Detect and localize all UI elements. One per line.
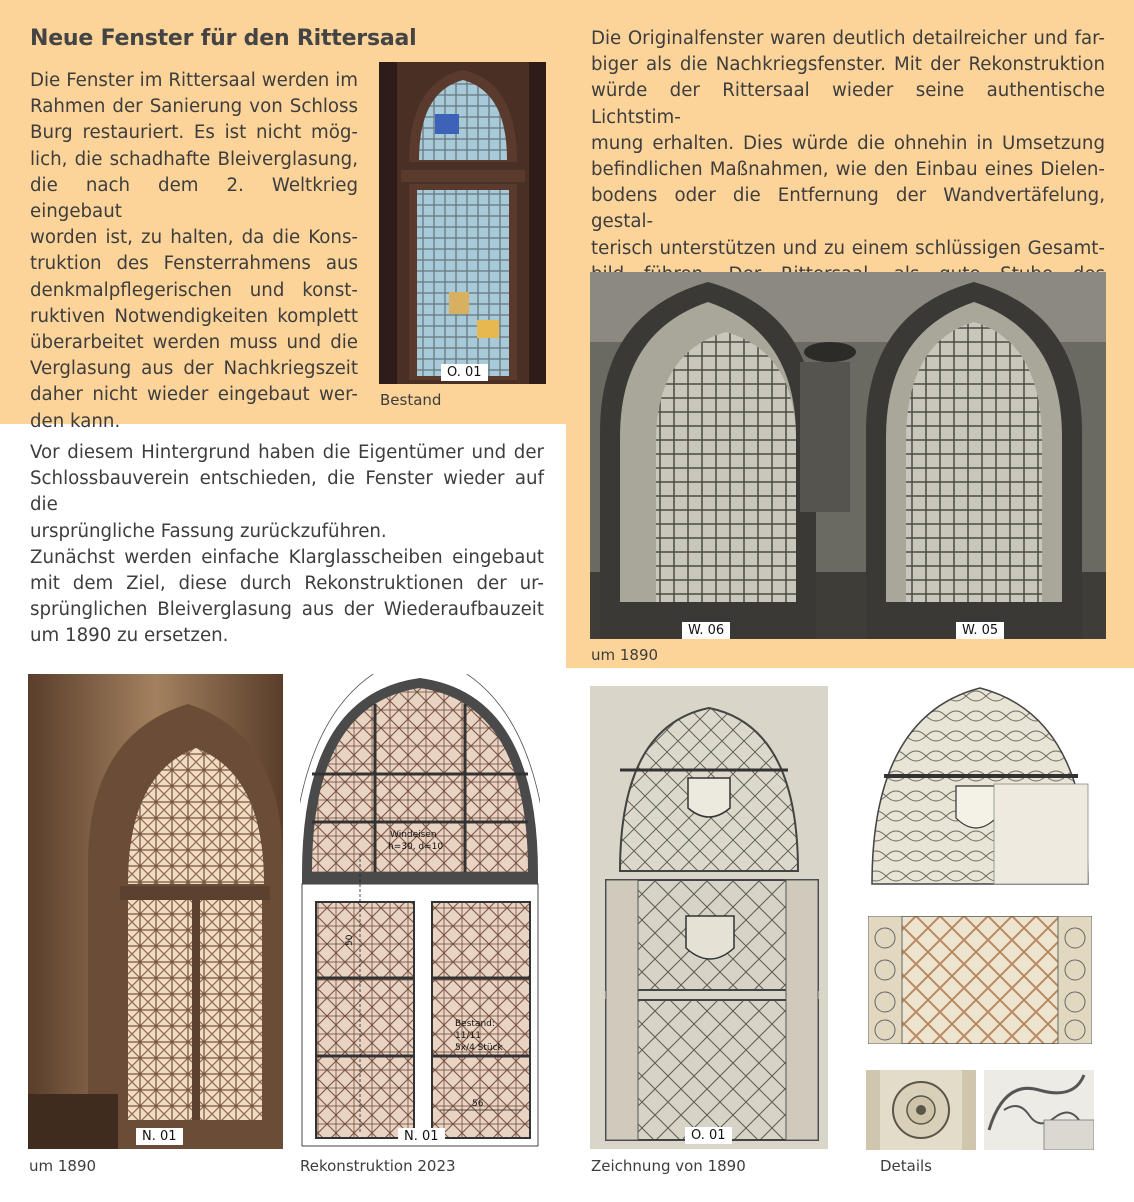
- n01-sepia-photo: [28, 674, 283, 1149]
- dim-50-label: 50: [345, 934, 355, 946]
- reconstruction-tag: N. 01: [398, 1128, 445, 1145]
- detail-rosette: [866, 1070, 976, 1150]
- n01-photo-tag: N. 01: [136, 1128, 183, 1145]
- coat-of-arms-icon: [435, 114, 459, 134]
- detail-arch: [866, 686, 1094, 888]
- note-windeisen-1: Windeisen: [390, 830, 437, 840]
- note-bestand-2: 11/11: [455, 1031, 481, 1041]
- n01-photo-caption: um 1890: [29, 1157, 97, 1175]
- right-text: Die Originalfenster waren deutlich detailreicher und far- biger als die Nachkriegsfenster. Mit der Rekonstruktion würde der Rittersaal wieder seine authentische Lichtstim- mung erhalten. Dies würde die ohnehin in Umsetzung befindlichen Maßnahmen, wie den Einbau eines Dielen- bodens oder die Entfernung der Wandvertäfelung, gestal- terisch unterstützen und zu einem schlüssigen Gesamt-: [591, 28, 1105, 259]
- details-caption: Details: [880, 1157, 933, 1175]
- drawing-1890: [590, 686, 828, 1149]
- drawing-tag: O. 01: [685, 1127, 732, 1144]
- dim-56-label: 56: [472, 1099, 484, 1109]
- intro-text: Die Fenster im Rittersaal werden im Rahmen der Sanierung von Schloss Burg restauriert. Es ist nicht mög- lich, die schadhafte Bleiverglasung, die nach dem 2. Weltkrieg eingebaut worden ist, zu halten, da die Kons- truktion des Fensterrahmens aus denkmalpflegerischen und konst- ruktiven Notwendigkeiten komplett überarbeitet werden muss und die Verglasung aus der Nachkriegszeit daher nicht wieder eingebaut wer- den kann.: [30, 70, 358, 432]
- drawing-caption: Zeichnung von 1890: [591, 1157, 746, 1175]
- historic-caption: um 1890: [591, 646, 659, 664]
- historic-windows-photo: [590, 272, 1106, 639]
- bestand-window-photo: [379, 62, 546, 384]
- reconstruction-drawing: [300, 674, 540, 1149]
- middle-text: Vor diesem Hintergrund haben die Eigentümer und der Schlossbauverein entschieden, die Fenster wieder auf die ursprüngliche Fassung zurückzuführen. Zunächst werden einfache Klarglasscheiben eingebaut mit dem Ziel, diese durch Rekonstruktionen der ur- sprünglichen Bleiverglasung aus der Wiederaufbauzeit um 1890 zu ersetzen.: [30, 442, 544, 647]
- reconstruction-caption: Rekonstruktion 2023: [300, 1157, 456, 1175]
- bestand-caption: Bestand: [380, 391, 442, 409]
- note-bestand-3: 5x/4 Stück: [455, 1043, 503, 1053]
- page-title: Neue Fenster für den Rittersaal: [30, 26, 417, 51]
- historic-tag-w05: W. 05: [956, 622, 1004, 639]
- detail-panel: [868, 916, 1092, 1044]
- note-windeisen-2: h=30, d=10: [388, 842, 444, 852]
- historic-tag-w06: W. 06: [682, 622, 730, 639]
- detail-foliage: [984, 1070, 1094, 1150]
- note-bestand-1: Bestand:: [455, 1019, 495, 1029]
- bestand-tag: O. 01: [441, 364, 488, 381]
